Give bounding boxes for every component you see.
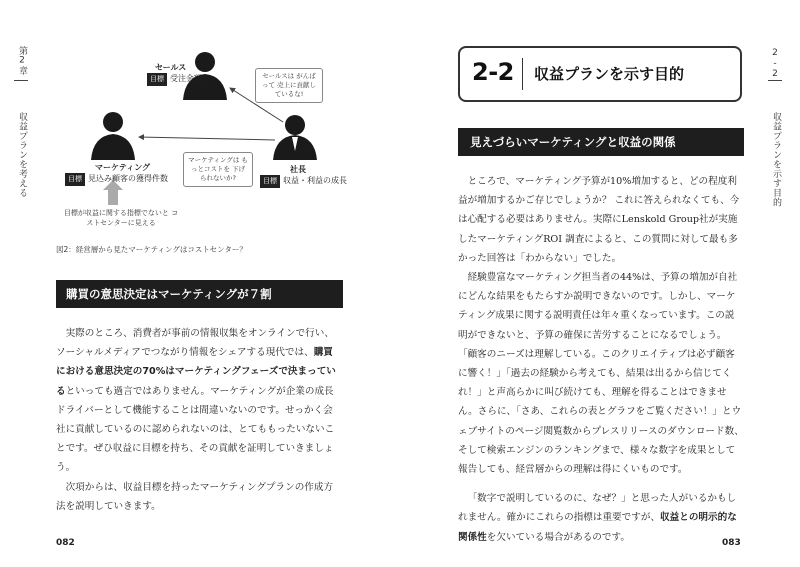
right-chapter-side-label: 2-2 bbox=[770, 48, 780, 80]
side-divider bbox=[14, 80, 28, 81]
right-paragraph-3: 「顧客のニーズは理解している。このクリエイティブは必ず顧客に響く！」「過去の経験から考えても、結果は出るから信じてくれ！」と声高らかに叫び続けても、理解を得ることはできません。さらに、「さあ、これらの表とグラフをご覧ください！」とウェブサイトのページ閲覧数からプレスリリースのダウンロード数、そして検索エンジンのランキングまで、様々な数字を成果として報告しても、経営層からの理解は得にくいものです。 bbox=[458, 348, 744, 476]
president-goal-tag: 目標 bbox=[260, 175, 280, 188]
marketing-label-group bbox=[65, 162, 168, 186]
left-p1-text-a: 実際のところ、消費者が事前の情報収集をオンラインで行い、ソーシャルメディアでつながり情報をシェアする現代では、 bbox=[56, 328, 334, 359]
bubble-marketing-comment: マーケティングは もっとコストを 下げられないか? bbox=[183, 152, 253, 187]
right-section-side-label: 収益プランを示す目的 bbox=[771, 112, 781, 207]
sales-goal: 受注金額 bbox=[170, 74, 202, 83]
sales-label: セールス bbox=[155, 63, 187, 72]
president-icon bbox=[273, 115, 317, 160]
left-page-number: 082 bbox=[56, 538, 75, 548]
diagram-note: 目標が収益に関する指標でないと コストセンターに見える bbox=[63, 209, 179, 227]
marketing-goal: 見込み顧客の獲得件数 bbox=[88, 174, 168, 183]
marketing-goal-tag: 目標 bbox=[65, 173, 85, 186]
section-heading: 購買の意思決定はマーケティングが７割 bbox=[56, 280, 343, 308]
title-box bbox=[458, 46, 742, 102]
president-label-group bbox=[260, 164, 347, 188]
sales-goal-tag: 目標 bbox=[147, 73, 167, 86]
sub-heading: 見えづらいマーケティングと収益の関係 bbox=[458, 128, 744, 156]
right-paragraph-2: 経験豊富なマーケティング担当者の44%は、予算の増加が自社にどんな結果をもたらすか説明できないのです。しかし、マーケティング成果に関する説明責任は年々重くなっています。この説明ができないと、予算の確保に苦労することになるでしょう。 bbox=[458, 272, 738, 341]
title-text: 収益プランを示す目的 bbox=[534, 65, 685, 83]
left-body bbox=[56, 324, 342, 516]
right-p4-text-a: 「数字で説明しているのに、なぜ？」と思った人がいるかもしれません。確かにこれらの指標は重要ですが、 bbox=[458, 493, 737, 524]
left-paragraph-2: 次項からは、収益目標を持ったマーケティングプランの作成方法を説明していきます。 bbox=[56, 481, 334, 512]
right-side-divider bbox=[768, 80, 782, 81]
figure-caption: 図2：経営層から見たマーケティングはコストセンター？ bbox=[56, 245, 247, 254]
bubble-sales-comment: セールスは がんばって 売上に貢献しているな! bbox=[255, 68, 323, 103]
chapter-side-label: 第2章 bbox=[17, 46, 27, 76]
title-number: 2-2 bbox=[472, 58, 514, 86]
left-paragraph-1 bbox=[56, 324, 342, 478]
left-p1-bold: 購買における意思決定の70%はマーケティングフェーズで決まっている bbox=[56, 347, 336, 397]
title-divider bbox=[522, 58, 523, 90]
right-body bbox=[458, 172, 744, 547]
marketing-label: マーケティング bbox=[95, 163, 151, 172]
arrow-to-marketing bbox=[139, 137, 275, 140]
right-p4-text-c: を欠いている場合があるのです。 bbox=[486, 531, 630, 543]
left-p1-text-c: といっても過言ではありません。マーケティングが企業の成長ドライバーとして機能することは間違いないのです。せっかく会社に貢献しているのに認められないのは、とてももったいないことです。ぜひ収益に目標を持ち、その貢献を証明していきましょう。 bbox=[56, 385, 335, 474]
chapter-title-side-label: 収益プランを考える bbox=[17, 112, 27, 198]
right-paragraph-1: ところで、マーケティング予算が10%増加すると、どの程度利益が増加するかご存じでしょうか？ これに答えられなくても、今は心配する必要はありません。実際にLenskold Group社が実施したマーケティングROI 調査によると、この質問に対して最も多かった回答は「わからない」でした。 bbox=[458, 176, 740, 264]
sales-label-group bbox=[147, 62, 202, 86]
right-p4-bold: 収益との明示的な関係性 bbox=[458, 512, 737, 543]
right-page-number: 083 bbox=[722, 538, 741, 548]
president-goal: 収益・利益の成長 bbox=[283, 176, 347, 185]
diagram bbox=[55, 40, 355, 240]
president-label: 社長 bbox=[290, 165, 306, 174]
right-paragraph-4 bbox=[458, 489, 744, 547]
marketing-person-icon bbox=[91, 112, 135, 160]
